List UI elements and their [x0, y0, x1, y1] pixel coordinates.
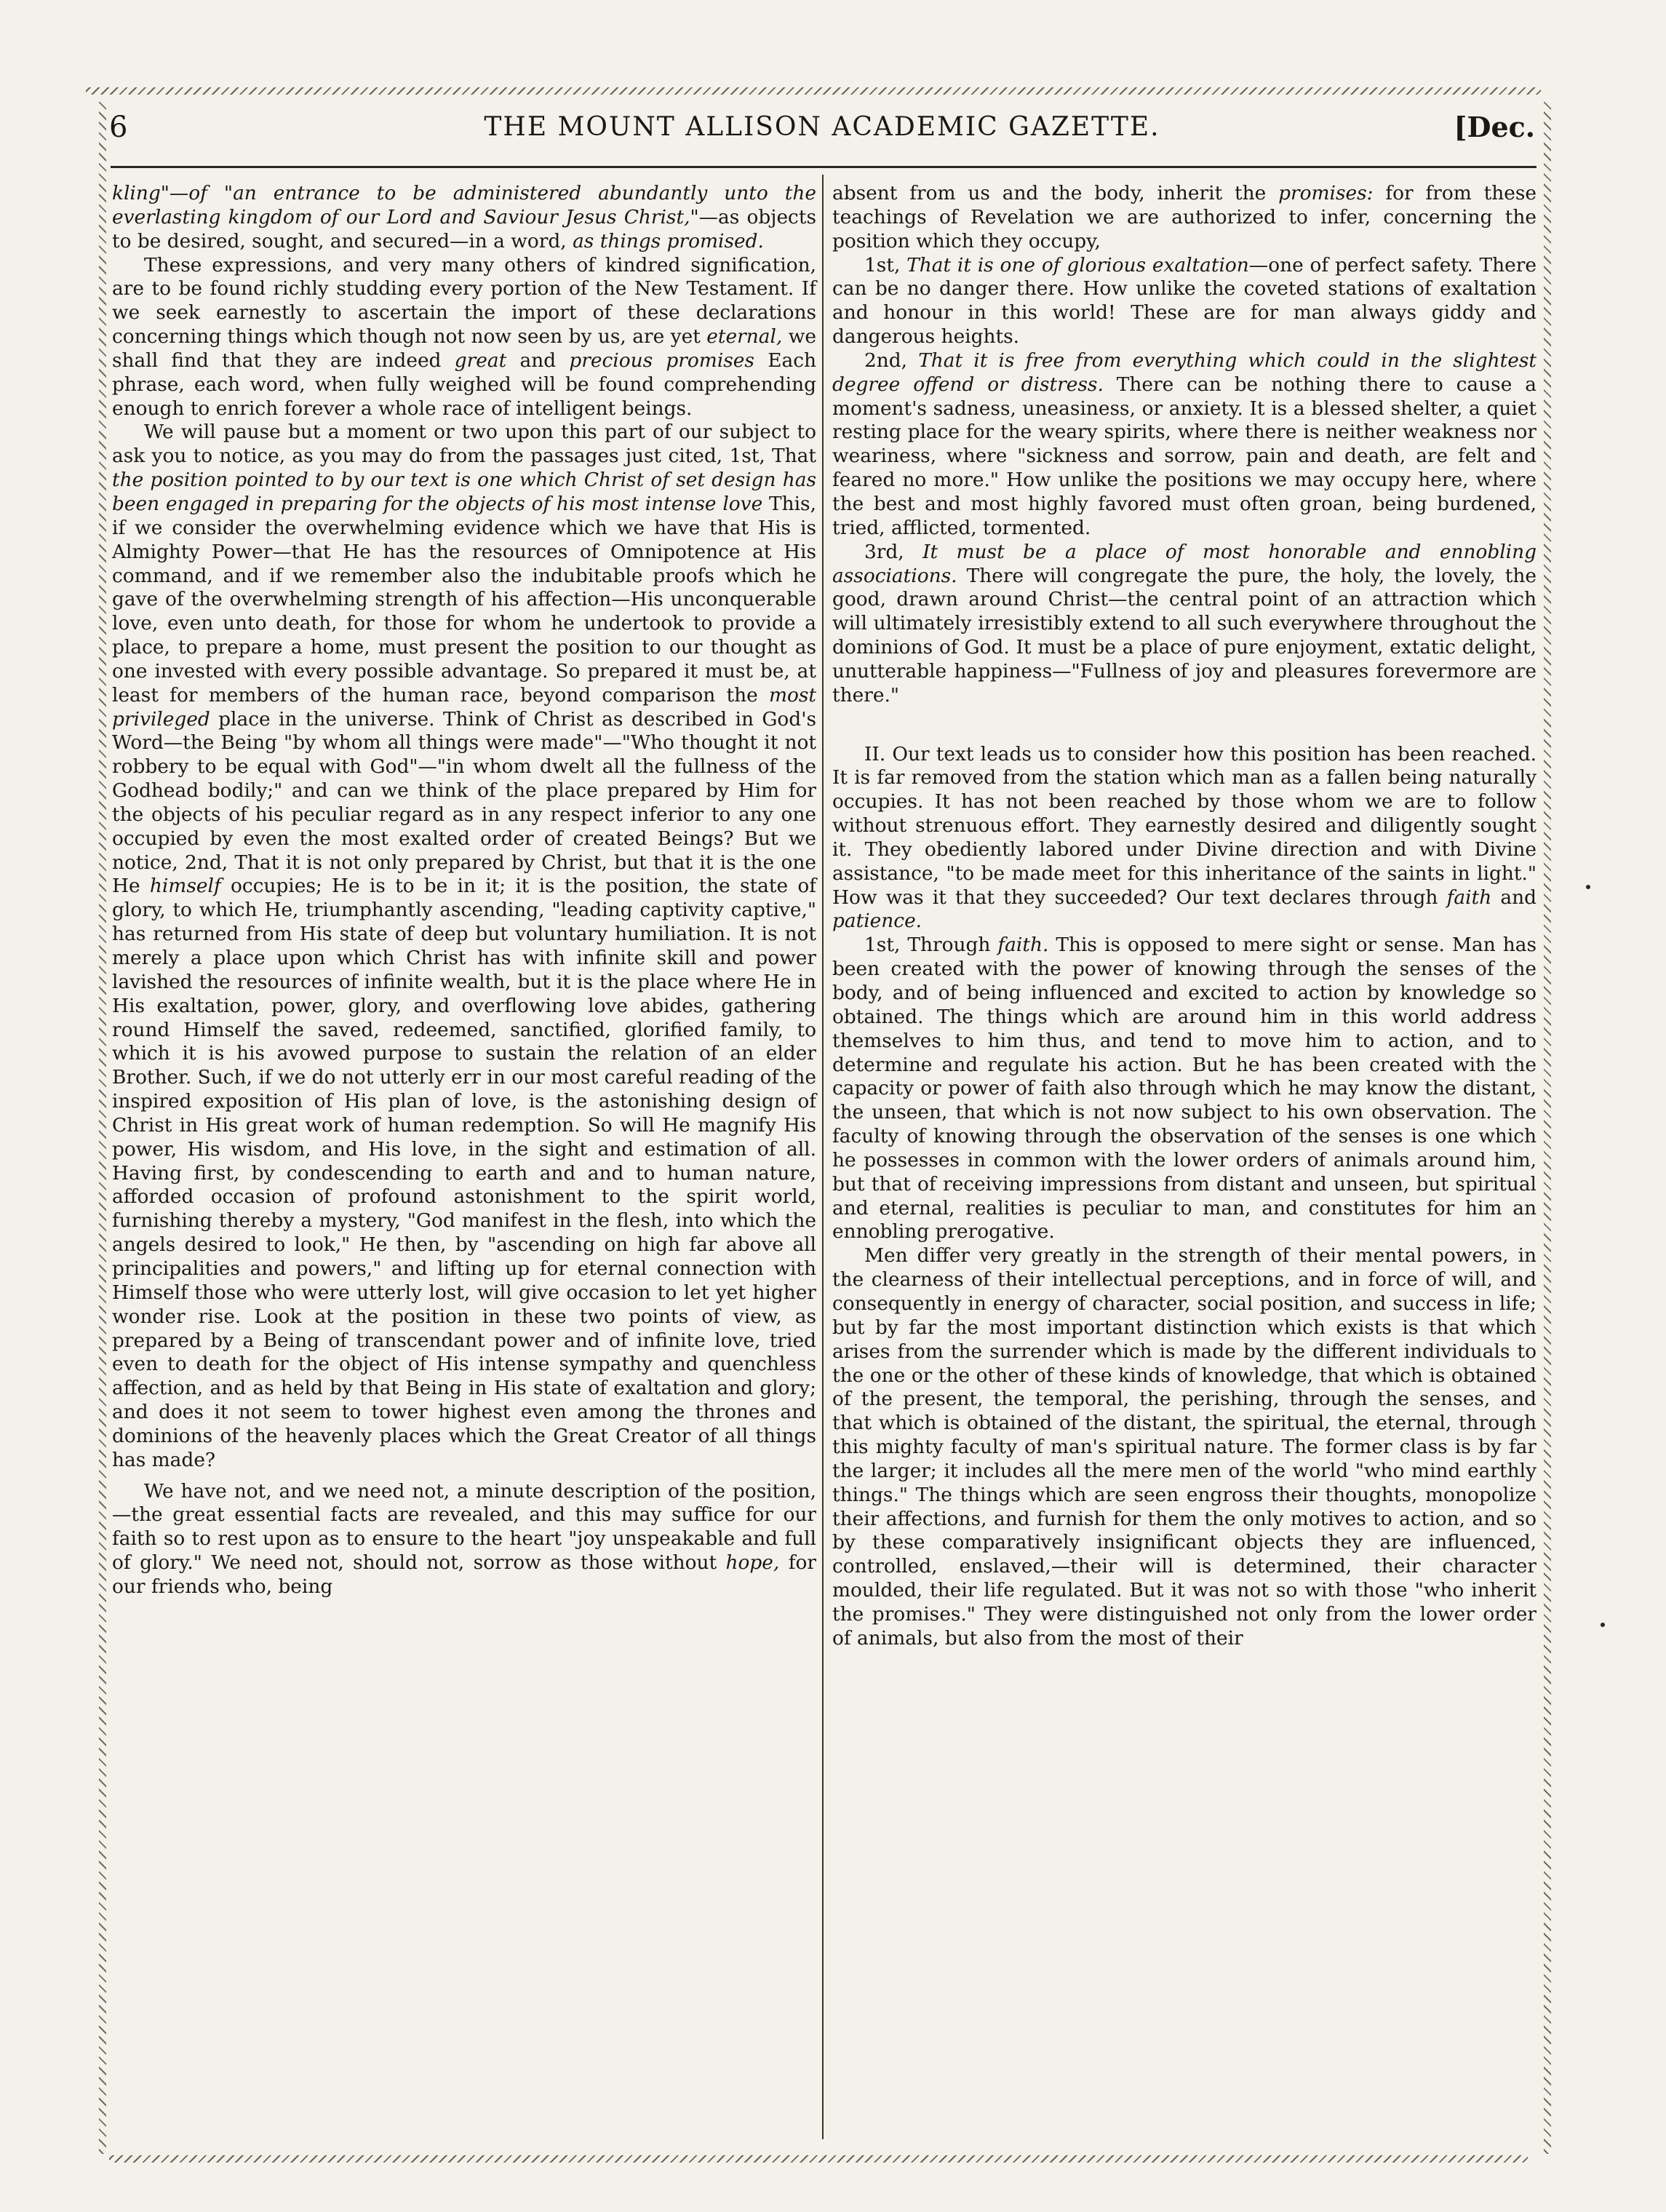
gazette-title: THE MOUNT ALLISON ACADEMIC GAZETTE.: [484, 112, 1160, 142]
column-divider: [822, 175, 824, 2139]
paragraph: We will pause but a moment or two upon this part of our subject to ask you to notice, as you may do from the passages just cited, 1st, That the position pointed to by our text is one which Christ of set design has been engaged in preparing for the objects of his most intense love This, if we consider the overwhelming evidence which we have that His is Almighty Power—that He has the resources of Omnipotence at His command, and if we remember also the indubitable proofs which he gave of the overwhelming strength of his affection—His unconquerable love, even unto death, for those for whom he undertook to provide a place, to prepare a home, must present the position to our thought as one invested with every possible advantage. So prepared it must be, at least for members of the human race, beyond comparison the most privileged place in the universe. Think of Christ as described in God's Word—the Being "by whom all things were made"—"Who thought it not robbery to be equal with God"—"in whom dwelt all the fullness of the Godhead bodily;" and can we think of the place prepared by Him for the objects of his peculiar regard as in any respect inferior to any one occupied by even the most exalted order of created Beings? But we notice, 2nd, That it is not only prepared by Christ, but that it is the one He himself occupies; He is to be in it; it is the position, the state of glory, to which He, triumphantly ascending, "leading captivity captive," has returned from His state of deep but voluntary humiliation. It is not merely a place upon which Christ has with infinite skill and power lavished the resources of infinite wealth, but it is the place where He in His exaltation, power, glory, and overflowing love abides, gathering round Himself the saved, redeemed, sanctified, glorified family, to which it is his avowed purpose to sustain the relation of an elder Brother. Such, if we do not utterly err in our most careful reading of the inspired exposition of His plan of love, is the astonishing design of Christ in His great work of human redemption. So will He magnify His power, His wisdom, and His love, in the sight and estimation of all. Having first, by condescending to earth and and to human nature, afforded occasion of profound astonishment to the spirit world, furnishing thereby a mystery, "God manifest in the flesh, into which the angels desired to look," He then, by "ascending on high far above all principalities and powers," and lifting up for eternal connection with Himself those who were utterly lost, will give occasion to let yet higher wonder rise. Look at the position in these two points of view, as prepared by a Being of transcendant power and of infinite love, tried even to death for the object of His intense sympathy and quenchless affection, and as held by that Being in His state of exaltation and glory; and does it not seem to tower highest even among the thrones and dominions of the heavenly places which the Great Creator of all things has made?: [112, 421, 817, 1471]
paragraph: Men differ very greatly in the strength of their mental powers, in the clearness of their intellectual perceptions, and in force of will, and consequently in energy of character, social position, and success in life; but by far the most important distinction which exists is that which arises from the surrender which is made by the different individuals to the one or the other of these kinds of knowledge, that which is obtained of the present, the temporal, the perishing, through the senses, and that which is obtained of the distant, the spiritual, the eternal, through this mighty faculty of man's spiritual nature. The former class is by far the larger; it includes all the mere men of the world "who mind earthly things." The things which are seen engross their thoughts, monopolize their affections, and furnish for them the only motives to action, and so by these comparatively insignificant objects they are influenced, controlled, enslaved,—their will is determined, their character moulded, their life regulated. But it was not so with those "who inherit the promises." They were distinguished not only from the lower order of animals, but also from the most of their: [832, 1244, 1537, 1650]
margin-speck: [1586, 885, 1590, 889]
paragraph: kling"—of "an entrance to be administered abundantly unto the everlasting kingdom of our Lord and Saviour Jesus Christ,"—as objects to be desired, sought, and secured—in a word, as things promised.: [112, 182, 816, 252]
paragraph: These expressions, and very many others of kindred signification, are to be found richly studding every portion of the New Testament. If we seek earnestly to ascertain the import of these declarations concerning things which though not now seen by us, are yet eternal, we shall find that they are indeed great and precious promises Each phrase, each word, when fully weighed will be found comprehending enough to enrich forever a whole race of intelligent beings.: [112, 253, 817, 420]
page-number: 6: [109, 111, 128, 144]
paragraph: 1st, That it is one of glorious exaltation—one of perfect safety. There can be no danger there. How unlike the coveted stations of exaltation and honour in this world! These are for man always giddy and dangerous heights.: [832, 253, 1537, 349]
right-column: [832, 182, 1537, 1651]
paragraph: 2nd, That it is free from everything which could in the slightest degree offend or distress. There can be nothing there to cause a moment's sadness, uneasiness, or anxiety. It is a blessed shelter, a quiet resting place for the weary spirits, where there is neither weakness nor weariness, where "sickness and sorrow, pain and death, are felt and feared no more." How unlike the positions we may occupy here, where the best and most highly favored must often groan, being burdened, tried, afflicted, tormented.: [832, 349, 1537, 539]
header-rule: [111, 166, 1537, 168]
bottom-ornamental-border: [109, 2155, 1528, 2163]
paragraph: We have not, and we need not, a minute description of the position,—the great essential facts are revealed, and this may suffice for our faith so to rest upon as to ensure to the heart "joy unspeakable and full of glory." We need not, should not, sorrow as those without hope, for our friends who, being: [112, 1479, 816, 1598]
right-ornamental-border: [1544, 102, 1551, 2154]
paragraph: 3rd, It must be a place of most honorable and ennobling associations. There will congregate the pure, the holy, the lovely, the good, drawn around Christ—the central point of an attraction which will ultimately irresistibly extend to all such everywhere throughout the dominions of God. It must be a place of pure enjoyment, extatic delight, unutterable happiness—"Fullness of joy and pleasures forevermore are there.": [832, 540, 1537, 707]
margin-speck: [1601, 1623, 1605, 1627]
left-column: [112, 182, 816, 1599]
top-ornamental-border: [86, 87, 1541, 95]
page-header: [109, 109, 1535, 153]
issue-month: [Dec.: [1454, 111, 1535, 143]
left-ornamental-border: [99, 102, 106, 2154]
paragraph: 1st, Through faith. This is opposed to mere sight or sense. Man has been created with the power of knowing through the senses of the body, and of being influenced and excited to action by knowledge so obtained. The things which are around him in this world address themselves to him thus, and tend to move him to action, and to determine and regulate his action. But he has been created with the capacity or power of faith also through which he may know the distant, the unseen, that which is not now subject to his own observation. The faculty of knowing through the observation of the senses is one which he possesses in common with the lower orders of animals around him, but that of receiving impressions from distant and unseen, but spiritual and eternal, realities is peculiar to man, and constitutes for him an ennobling prerogative.: [832, 934, 1537, 1244]
section-heading-paragraph: II. Our text leads us to consider how this position has been reached. It is far removed from the station which man as a fallen being naturally occupies. It has not been reached by those whom we are to follow without strenuous effort. They earnestly desired and diligently sought it. They obediently labored under Divine direction and with Divine assistance, "to be made meet for this inheritance of the saints in light." How was it that they succeeded? Our text declares through faith and patience.: [832, 742, 1537, 933]
paragraph: absent from us and the body, inherit the promises: for from these teachings of Revelation we are authorized to infer, concerning the position which they occupy,: [832, 182, 1537, 252]
